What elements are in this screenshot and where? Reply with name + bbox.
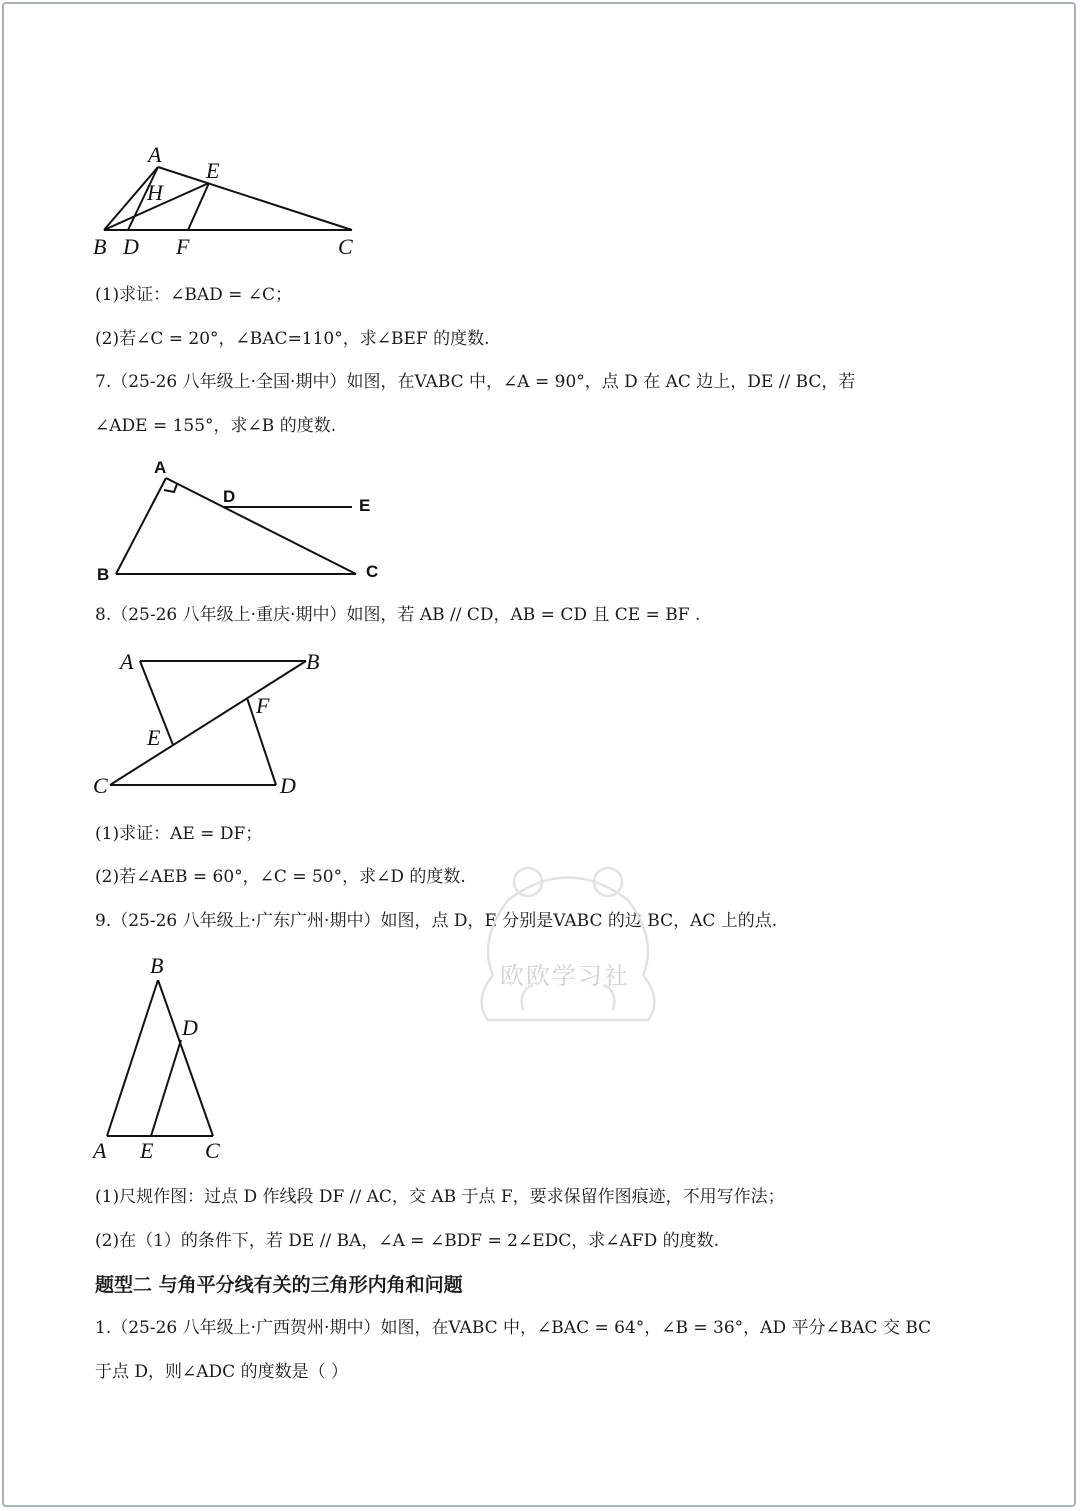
fig7-label-D: D xyxy=(223,487,236,506)
fig9-label-E: E xyxy=(140,1138,154,1163)
q6-part2: (2)若∠C = 20°，∠BAC=110°，求∠BEF 的度数. xyxy=(95,329,490,349)
figure-q8 xyxy=(90,645,340,800)
t2-q1-text-line2: 于点 D，则∠ADC 的度数是（ ） xyxy=(95,1362,348,1382)
fig8-label-D: D xyxy=(280,773,296,798)
fig6-label-D: D xyxy=(123,234,139,259)
q8-text: 8.（25-26 八年级上·重庆·期中）如图，若 AB // CD，AB = CD 且 CE = BF . xyxy=(95,605,701,625)
fig6-label-A: A xyxy=(148,142,162,167)
figure-q6 xyxy=(90,140,370,260)
t2-q1-text-line1: 1.（25-26 八年级上·广西贺州·期中）如图，在VABC 中，∠BAC = 64°，∠B = 36°，AD 平分∠BAC 交 BC xyxy=(95,1318,932,1338)
bear-watermark-icon xyxy=(468,860,668,1030)
q8-part1: (1)求证：AE = DF； xyxy=(95,824,263,844)
fig8-label-B: B xyxy=(306,649,320,674)
fig6-label-E: E xyxy=(206,158,220,183)
fig6-label-B: B xyxy=(93,234,107,259)
section-title: 题型二 与角平分线有关的三角形内角和问题 xyxy=(95,1274,463,1296)
fig8-label-E: E xyxy=(147,725,161,750)
fig9-label-B: B xyxy=(150,953,164,978)
fig9-label-A: A xyxy=(93,1138,107,1163)
q9-part2: (2)在（1）的条件下，若 DE // BA，∠A = ∠BDF = 2∠EDC，求∠AFD 的度数. xyxy=(95,1231,720,1251)
fig8-label-C: C xyxy=(93,773,108,798)
watermark-text: 欧欧学习社 xyxy=(500,962,630,990)
figure-q7 xyxy=(90,455,390,590)
fig6-label-C: C xyxy=(338,234,353,259)
fig7-label-C: C xyxy=(366,562,379,581)
fig7-label-A: A xyxy=(154,458,167,477)
fig9-label-C: C xyxy=(205,1138,220,1163)
fig6-label-F: F xyxy=(176,234,190,259)
fig7-label-E: E xyxy=(359,496,371,515)
fig8-label-F: F xyxy=(256,693,270,718)
q7-text-line1: 7.（25-26 八年级上·全国·期中）如图，在VABC 中，∠A = 90°，点 D 在 AC 边上，DE // BC，若 xyxy=(95,372,856,392)
fig6-label-H: H xyxy=(147,180,163,205)
q7-text-line2: ∠ADE = 155°，求∠B 的度数. xyxy=(95,416,337,436)
q8-part2: (2)若∠AEB = 60°，∠C = 50°，求∠D 的度数. xyxy=(95,867,466,887)
q9-part1: (1)尺规作图：过点 D 作线段 DF // AC，交 AB 于点 F，要求保留作图痕迹，不用写作法； xyxy=(95,1187,785,1207)
fig8-label-A: A xyxy=(120,649,134,674)
figure-q9 xyxy=(90,950,240,1165)
q9-text: 9.（25-26 八年级上·广东广州·期中）如图，点 D，E 分别是VABC 的边 BC，AC 上的点. xyxy=(95,911,778,931)
fig9-label-D: D xyxy=(182,1015,198,1040)
fig7-label-B: B xyxy=(97,565,110,584)
q6-part1: (1)求证：∠BAD = ∠C； xyxy=(95,285,293,305)
